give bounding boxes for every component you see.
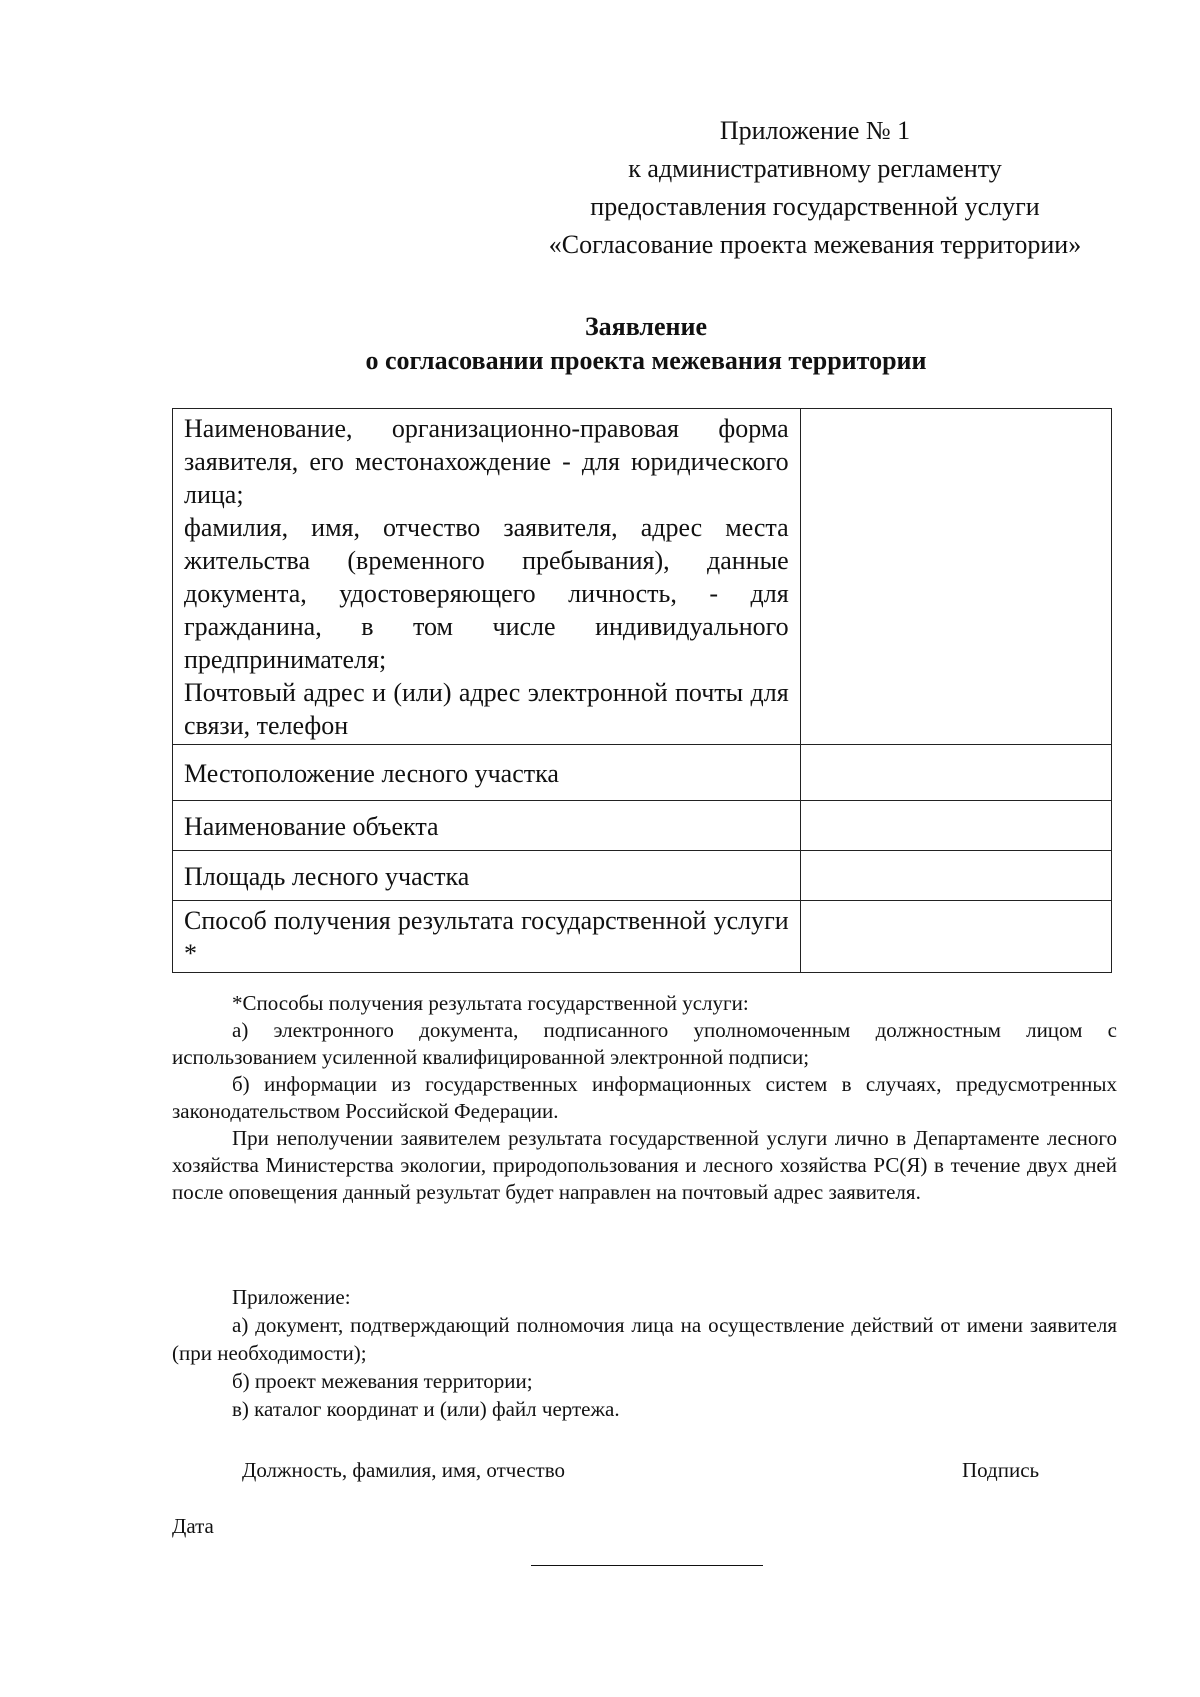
table-row-location [173,745,1112,801]
attachments-item-c: в) каталог координат и (или) файл чертежа. [232,1397,620,1421]
attachments-item-b: б) проект межевания территории; [232,1369,533,1393]
signature-label: Подпись [962,1458,1040,1482]
appendix-header [520,112,1110,264]
table-row-delivery-method [173,901,1112,973]
date-label: Дата [172,1514,214,1538]
table-row-applicant [173,409,1112,745]
document-title [172,310,1120,378]
area-label: Площадь лесного участка [184,861,470,891]
attachments-section [172,1283,1117,1423]
location-label-cell [173,745,801,801]
object-name-label: Наименование объекта [184,811,439,841]
applicant-value-cell[interactable] [800,409,1111,745]
signature-position-label: Должность, фамилия, имя, отчество [242,1458,565,1482]
applicant-org-text: Наименование, организационно-правовая форма заявителя, его местонахождение - для юридического лица; [184,414,789,509]
document-title-main: Заявление [584,312,708,341]
attachments-item-a: а) документ, подтверждающий полномочия лица на осуществление действий от имени заявителя (при необходимости); [172,1313,1117,1365]
applicant-contacts-text: Почтовый адрес и (или) адрес электронной почты для связи, телефон [184,678,789,740]
delivery-method-label-cell [173,901,801,973]
delivery-method-value-cell[interactable] [800,901,1111,973]
object-name-label-cell [173,801,801,851]
appendix-regulation: к административному регламенту [628,154,1002,183]
date-signature-line [531,1565,763,1566]
applicant-person-text: фамилия, имя, отчество заявителя, адрес места жительства (временного пребывания), данные документа, удостоверяющего личность, - для гражданина, в том числе индивидуального предпринимателя; [184,513,789,674]
table-row-object-name [173,801,1112,851]
appendix-service-name: «Согласование проекта межевания территории» [548,230,1082,259]
area-label-cell [173,851,801,901]
appendix-service: предоставления государственной услуги [590,192,1040,221]
applicant-label-cell [173,409,801,745]
notes-intro: *Способы получения результата государственной услуги: [232,991,749,1015]
attachments-title: Приложение: [232,1285,351,1309]
location-value-cell[interactable] [800,745,1111,801]
notes-item-b: б) информации из государственных информационных систем в случаях, предусмотренных законодательством Российской Федерации. [172,1072,1117,1123]
area-value-cell[interactable] [800,851,1111,901]
table-row-area [173,851,1112,901]
notes-item-a: а) электронного документа, подписанного уполномоченным должностным лицом с использованием усиленной квалифицированной электронной подписи; [172,1018,1117,1069]
appendix-number: Приложение № 1 [719,116,911,145]
notes-section [172,990,1117,1206]
object-name-value-cell[interactable] [800,801,1111,851]
application-form-table [172,408,1112,973]
location-label: Местоположение лесного участка [184,758,559,788]
document-title-subtitle: о согласовании проекта межевания территории [365,346,927,375]
notes-item-c: При неполучении заявителем результата государственной услуги лично в Департаменте лесного хозяйства Министерства экологии, природопользования и лесного хозяйства РС(Я) в течение двух дней после оповещения данный результат будет направлен на почтовый адрес заявителя. [172,1126,1117,1204]
delivery-method-label: Способ получения результата государственной услуги * [184,906,789,968]
